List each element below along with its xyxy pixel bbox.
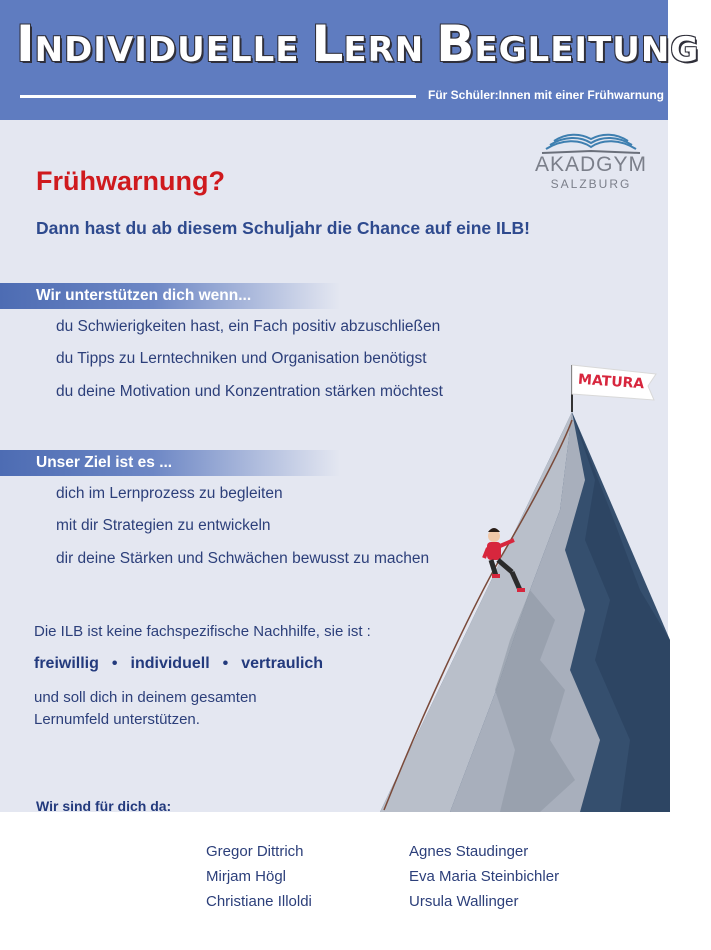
trait-separator: •: [222, 655, 229, 672]
title-word: BEGLEITUNG: [436, 15, 700, 73]
ilb-intro: Die ILB ist keine fachspezifische Nachhilfe, sie ist :: [34, 623, 371, 640]
school-logo: [532, 133, 650, 195]
trait: individuell: [130, 655, 210, 672]
flag-label: MATURA: [577, 371, 645, 393]
ilb-outro-line1: und soll dich in deinem gesamten: [34, 689, 257, 706]
ilb-traits: [34, 655, 323, 673]
warning-heading: Frühwarnung?: [36, 166, 225, 196]
trait: vertraulich: [241, 655, 324, 672]
flyer-title: [16, 15, 700, 73]
section-band-goal: [0, 450, 340, 476]
list-item: du Tipps zu Lerntechniken und Organisation benötigst: [56, 350, 427, 367]
title-word: INDIVIDUELLE: [16, 15, 300, 73]
mountain-climber-illustration: [380, 360, 670, 815]
section-band-support: [0, 283, 340, 309]
list-item: mit dir Strategien zu entwickeln: [56, 517, 271, 534]
list-item: dir deine Stärken und Schwächen bewusst zu machen: [56, 550, 430, 567]
header-subtitle: Für Schüler:Innen mit einer Frühwarnung: [428, 88, 665, 102]
team-member: Christiane Illoldi: [206, 893, 312, 910]
logo-name: AKADGYM: [534, 153, 648, 176]
list-item: dich im Lernprozess zu begleiten: [56, 485, 283, 502]
team-member: Gregor Dittrich: [206, 843, 304, 860]
mountain-graphic: [380, 360, 670, 815]
lead-text: Dann hast du ab diesem Schuljahr die Chance auf eine ILB!: [36, 218, 530, 238]
list-item: du Schwierigkeiten hast, ein Fach positiv abzuschließen: [56, 318, 441, 335]
logo-city: SALZBURG: [550, 177, 632, 191]
header-banner: [0, 0, 700, 120]
list-item: du deine Motivation und Konzentration stärken möchtest: [56, 383, 443, 400]
team-member: Agnes Staudinger: [409, 843, 529, 860]
ilb-outro-line2: Lernumfeld unterstützen.: [34, 711, 200, 728]
team-member: Ursula Wallinger: [409, 893, 519, 910]
section-heading: Wir unterstützen dich wenn...: [36, 287, 252, 304]
trait: freiwillig: [34, 655, 99, 672]
team-member: Mirjam Högl: [206, 868, 287, 885]
open-book-icon: [532, 133, 650, 155]
section-heading: Unser Ziel ist es ...: [36, 454, 173, 471]
trait-separator: •: [111, 655, 118, 672]
header-divider: [20, 95, 416, 98]
title-word: LERN: [311, 15, 425, 73]
team-heading: Wir sind für dich da:: [36, 798, 172, 814]
team-member: Eva Maria Steinbichler: [409, 868, 560, 885]
